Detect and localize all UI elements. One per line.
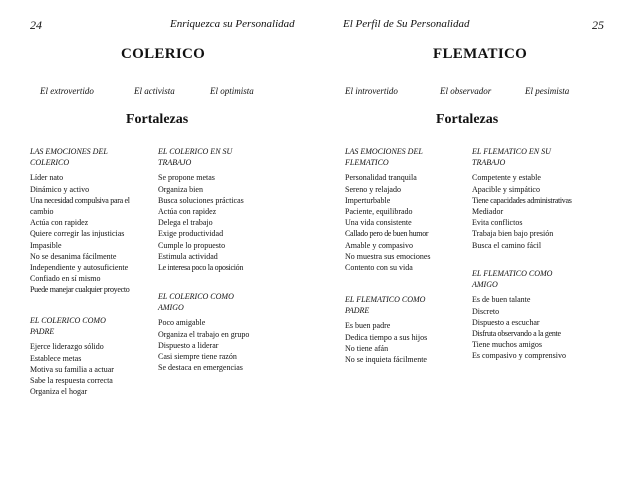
list-item: Disfruta observando a la gente [472, 329, 561, 339]
list-item: Una necesidad compulsiva para el [30, 195, 130, 205]
page-title-left: COLERICO [121, 46, 206, 62]
list-item: Confiado en sí mismo [30, 274, 101, 284]
type-right-2: El observador [440, 86, 492, 96]
type-right-3: El pesimista [525, 86, 570, 96]
section-title-left: Fortalezas [126, 112, 189, 127]
list-item: Organiza el hogar [30, 387, 88, 397]
list-item: Organiza el trabajo en grupo [158, 329, 250, 339]
list-item: No se desanima fácilmente [30, 251, 117, 261]
list-item: Contento con su vida [345, 263, 413, 273]
page-title-right: FLEMATICO [433, 46, 528, 62]
type-left-2: El activista [134, 86, 175, 96]
list-item: Una vida consistente [345, 218, 412, 228]
list-item: Estimula actividad [158, 251, 218, 261]
right-padre-heading [345, 294, 463, 316]
left-col1-heading [30, 146, 150, 168]
list-item: No tiene afán [345, 343, 389, 353]
list-item: Actúa con rapidez [158, 207, 217, 217]
list-item: Motiva su familia a actuar [30, 364, 114, 374]
list-item: Apacible y simpático [472, 184, 540, 194]
heading-line: EL FLEMATICO COMO [345, 295, 426, 304]
list-item: Le interesa poco la oposición [158, 263, 244, 273]
heading-line: PADRE [345, 306, 370, 316]
list-item: Sereno y relajado [345, 184, 401, 194]
list-item: Trabaja bien bajo presión [472, 229, 554, 239]
list-item: Líder nato [30, 173, 64, 183]
right-col1-padre [345, 294, 463, 365]
list-item: Se destaca en emergencias [158, 363, 243, 373]
list-item: Personalidad tranquila [345, 173, 417, 183]
heading-line: EL COLERICO COMO [30, 316, 106, 325]
list-item: Tiene muchos amigos [472, 340, 542, 350]
running-head-left: Enriquezca su Personalidad [170, 18, 295, 30]
list-item: Callado pero de buen humor [345, 229, 429, 239]
list-item: Imperturbable [345, 195, 391, 205]
list-item: Impasible [30, 240, 62, 250]
left-col1 [30, 146, 150, 296]
heading-line: EL COLERICO COMO [158, 292, 234, 301]
heading-line: LAS EMOCIONES DEL [345, 147, 423, 156]
left-col2-amigo [158, 291, 283, 373]
list-item: Actúa con rapidez [30, 218, 89, 228]
heading-line: AMIGO [158, 303, 184, 313]
running-head-right: El Perfil de Su Personalidad [343, 18, 470, 30]
right-col2-heading [472, 146, 612, 168]
heading-line: EL COLERICO EN SU [158, 147, 233, 156]
page-number-right: 25 [592, 18, 604, 32]
list-item: Sabe la respuesta correcta [30, 376, 113, 386]
left-amigo-heading [158, 291, 283, 313]
list-item: Organiza bien [158, 184, 203, 194]
list-item: Busca el camino fácil [472, 240, 542, 250]
heading-line: EL FLEMATICO EN SU [472, 147, 551, 156]
right-amigo-heading [472, 268, 612, 290]
right-col2 [472, 146, 612, 251]
list-item: Se propone metas [158, 173, 215, 183]
list-item: Es compasivo y comprensivo [472, 351, 566, 361]
list-item: Exige productividad [158, 229, 224, 239]
type-right-1: El introvertido [345, 86, 398, 96]
right-col1-heading [345, 146, 463, 168]
section-title-right: Fortalezas [436, 112, 499, 127]
heading-line: FLEMATICO [345, 158, 389, 168]
list-item: Es buen padre [345, 321, 391, 331]
list-item: Dinámico y activo [30, 184, 90, 194]
list-item: No se inquieta fácilmente [345, 355, 427, 365]
list-item: Independiente y autosuficiente [30, 263, 129, 273]
list-item: Establece metas [30, 353, 82, 363]
list-item: Amable y compasivo [345, 240, 413, 250]
list-item: Evita conflictos [472, 218, 523, 228]
left-padre-heading [30, 315, 150, 337]
list-item: Es de buen talante [472, 295, 531, 305]
heading-line: COLERICO [30, 158, 70, 168]
type-left-3: El optimista [210, 86, 254, 96]
list-item: Tiene capacidades administrativas [472, 195, 572, 205]
list-item: Discreto [472, 306, 500, 316]
list-item: Delega el trabajo [158, 218, 213, 228]
left-col2-heading [158, 146, 283, 168]
left-col2 [158, 146, 283, 273]
heading-line: AMIGO [472, 280, 498, 290]
list-item: Casi siempre tiene razón [158, 352, 237, 362]
list-item: Ejerce liderazgo sólido [30, 342, 104, 352]
list-item: Cumple lo propuesto [158, 240, 226, 250]
list-item: Busca soluciones prácticas [158, 195, 244, 205]
heading-line: PADRE [30, 327, 55, 337]
heading-line: TRABAJO [472, 158, 506, 168]
list-item: Competente y estable [472, 173, 541, 183]
right-col1 [345, 146, 463, 273]
heading-line: LAS EMOCIONES DEL [30, 147, 108, 156]
right-col2-amigo [472, 268, 612, 362]
list-item: Quiere corregir las injusticias [30, 229, 125, 239]
list-item: Dedica tiempo a sus hijos [345, 332, 428, 342]
list-item: cambio [30, 207, 54, 217]
page-number-left: 24 [30, 18, 42, 32]
list-item: No muestra sus emociones [345, 251, 431, 261]
left-col1-padre [30, 315, 150, 397]
list-item: Paciente, equilibrado [345, 207, 413, 217]
type-left-1: El extrovertido [40, 86, 94, 96]
list-item: Dispuesto a escuchar [472, 317, 540, 327]
list-item: Mediador [472, 207, 504, 217]
list-item: Dispuesto a liderar [158, 340, 219, 350]
list-item: Puede manejar cualquier proyecto [30, 285, 130, 295]
heading-line: EL FLEMATICO COMO [472, 269, 553, 278]
heading-line: TRABAJO [158, 158, 192, 168]
list-item: Poco amigable [158, 318, 206, 328]
